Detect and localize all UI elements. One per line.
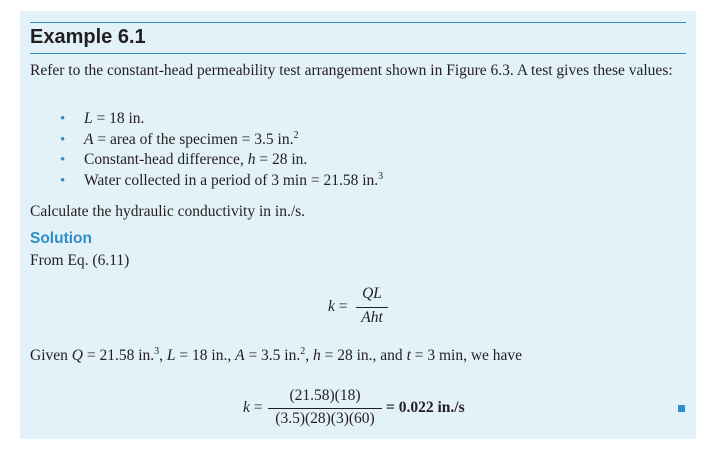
bullet-icon: •: [60, 173, 66, 190]
question-text: Calculate the hydraulic conductivity in in./s.: [30, 203, 306, 220]
result-value: = 0.022 in./s: [386, 399, 465, 416]
given-values-list: [60, 109, 383, 192]
header-rule-bottom: [30, 53, 686, 54]
formula-numerator: QL: [362, 285, 382, 302]
intro-paragraph: Refer to the constant-head permeability test arrangement shown in Figure 6.3. A test gives these values:: [30, 62, 673, 79]
formula-lhs: k =: [328, 298, 348, 315]
bullet-icon: •: [60, 152, 66, 169]
example-title: Example 6.1: [30, 26, 146, 48]
solution-heading: Solution: [30, 230, 92, 247]
list-item: • Constant-head difference, h = 28 in.: [60, 151, 308, 169]
result-numerator: (21.58)(18): [289, 387, 361, 404]
list-item: • L = 18 in.: [60, 110, 145, 127]
result-fraction: [268, 387, 382, 431]
given-line: Given Q = 21.58 in.$^3$, L = 18 in., A = 3.5 in.$^2$, h = 28 in., and t = 3 min, we have: [30, 346, 523, 364]
list-item: • A = area of the specimen = 3.5 in.$^2$: [60, 129, 299, 148]
bullet-icon: •: [60, 111, 66, 127]
result-lhs: k =: [243, 399, 263, 416]
bullet-icon: •: [60, 131, 66, 148]
from-equation-text: From Eq. (6.11): [30, 252, 130, 269]
header-rule-top: [30, 22, 686, 23]
end-of-example-icon: [678, 405, 685, 412]
list-item: • Water collected in a period of 3 min = 21.58 in.$^3$: [60, 171, 384, 190]
formula-fraction: [356, 285, 388, 329]
formula-denominator: Aht: [361, 309, 383, 326]
fraction-bar: [268, 408, 382, 409]
fraction-bar: [356, 307, 388, 308]
result-denominator: (3.5)(28)(3)(60): [275, 410, 375, 427]
